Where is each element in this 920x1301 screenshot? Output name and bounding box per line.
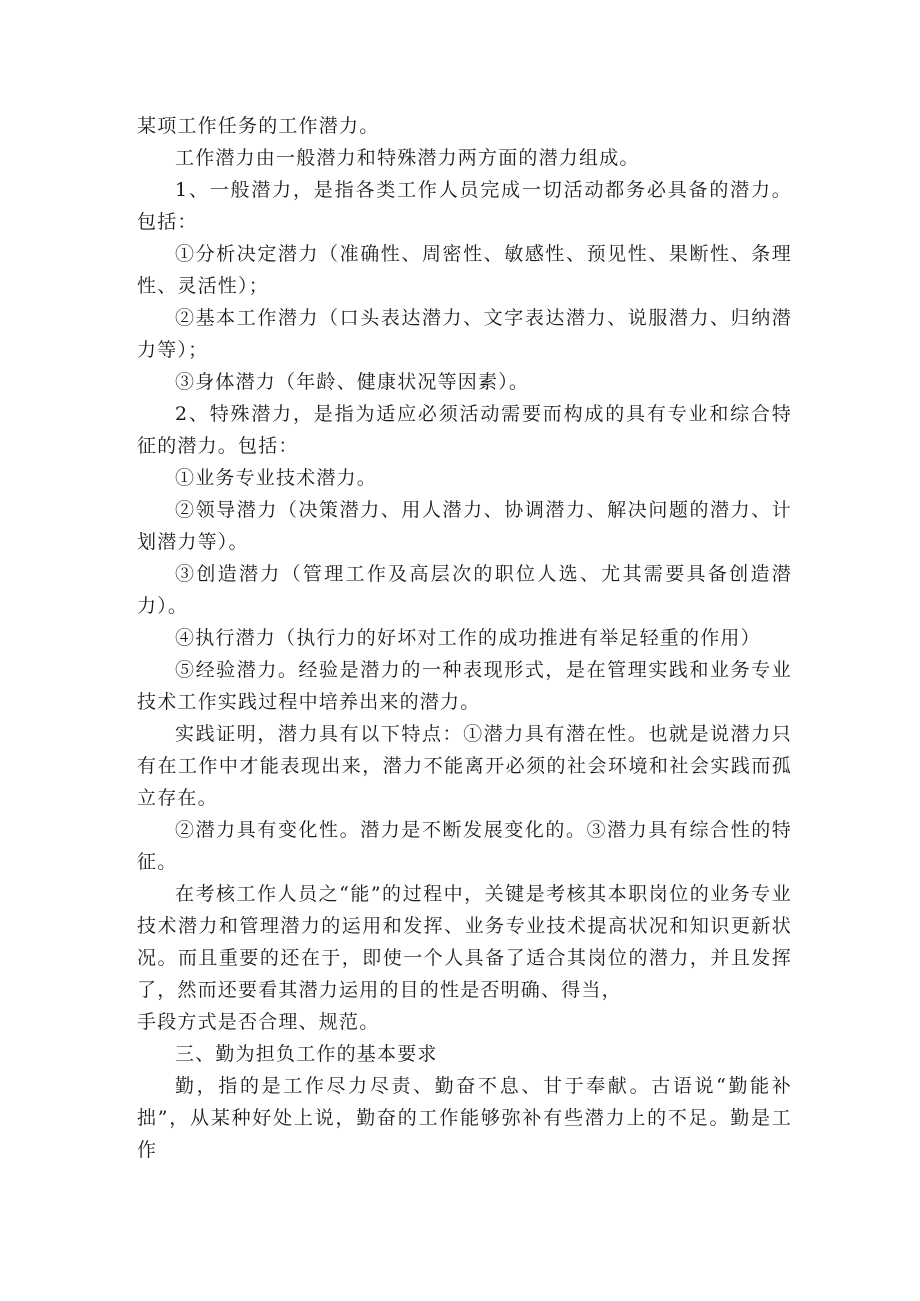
paragraph: ⑤经验潜力。经验是潜力的一种表现形式，是在管理实践和业务专业技术工作实践过程中培养出来的潜力。: [137, 659, 792, 713]
paragraph: ②领导潜力（决策潜力、用人潜力、协调潜力、解决问题的潜力、计划潜力等）。: [137, 499, 792, 553]
paragraph: 勤，指的是工作尽力尽责、勤奋不息、甘于奉献。古语说“勤能补拙”，从某种好处上说，勤奋的工作能够弥补有些潜力上的不足。勤是工作: [137, 1075, 792, 1161]
paragraph: 某项工作任务的工作潜力。: [137, 115, 380, 137]
paragraph: ②潜力具有变化性。潜力是不断发展变化的。③潜力具有综合性的特征。: [137, 819, 792, 873]
paragraph: ①业务专业技术潜力。: [175, 467, 378, 489]
paragraph: ④执行潜力（执行力的好坏对工作的成功推进有举足轻重的作用）: [175, 627, 761, 649]
paragraph: ②基本工作潜力（口头表达潜力、文字表达潜力、说服潜力、归纳潜力等）；: [137, 307, 792, 361]
document-body: [137, 110, 792, 1166]
paragraph: 1、一般潜力，是指各类工作人员完成一切活动都务必具备的潜力。包括：: [137, 179, 792, 233]
paragraph: 工作潜力由一般潜力和特殊潜力两方面的潜力组成。: [175, 147, 640, 169]
section-heading: 三、勤为担负工作的基本要求: [175, 1043, 438, 1065]
paragraph: 在考核工作人员之“能”的过程中，关键是考核其本职岗位的业务专业技术潜力和管理潜力的运用和发挥、业务专业技术提高状况和知识更新状况。而且重要的还在于，即使一个人具备了适合其岗位的潜力，并且发挥了，然而还要看其潜力运用的目的性是否明确、得当，: [137, 883, 792, 1001]
paragraph: ③身体潜力（年龄、健康状况等因素）。: [175, 371, 530, 393]
paragraph: ③创造潜力（管理工作及高层次的职位人选、尤其需要具备创造潜力）。: [137, 563, 792, 617]
paragraph: 实践证明，潜力具有以下特点：①潜力具有潜在性。也就是说潜力只有在工作中才能表现出来，潜力不能离开必须的社会环境和社会实践而孤立存在。: [137, 723, 792, 809]
paragraph: 手段方式是否合理、规范。: [137, 1011, 380, 1033]
paragraph: ①分析决定潜力（准确性、周密性、敏感性、预见性、果断性、条理性、灵活性）；: [137, 243, 792, 297]
paragraph: 2、特殊潜力，是指为适应必须活动需要而构成的具有专业和综合特征的潜力。包括：: [137, 403, 792, 457]
